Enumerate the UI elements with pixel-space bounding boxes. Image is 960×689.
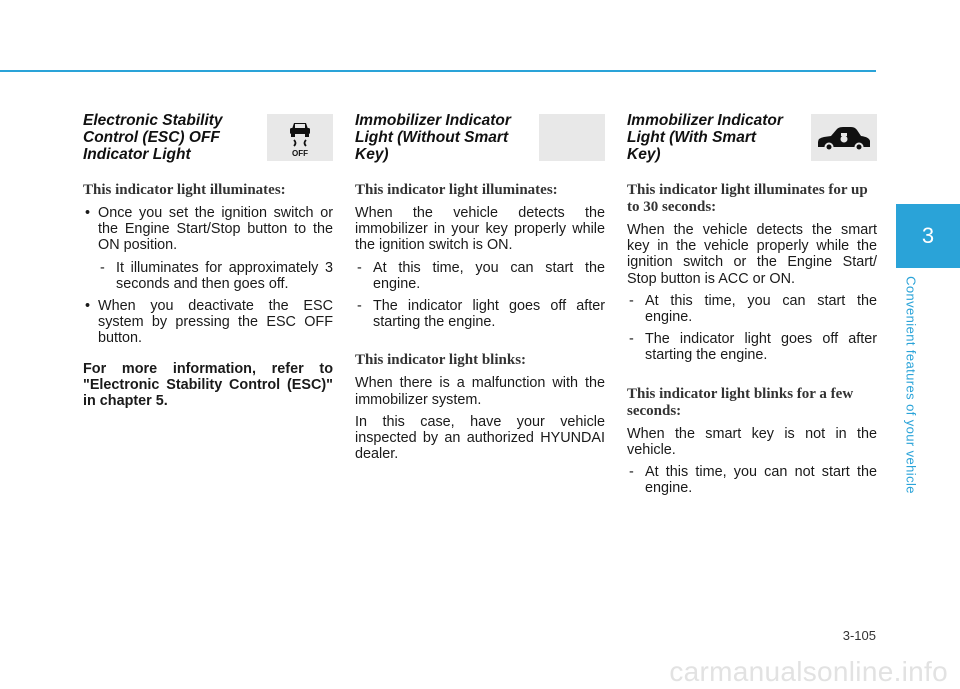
- subheading: This indicator light illuminates:: [83, 182, 286, 198]
- subheading: This indicator light blinks for a few seconds:: [627, 385, 854, 419]
- subheading: This indicator light illuminates for up to 30 seconds:: [627, 182, 868, 215]
- section-title: Electronic Stability Control (ESC) OFF Indicator Light: [83, 112, 223, 163]
- section-header: [627, 112, 877, 172]
- reference-note: For more information, refer to "Electronic Stability Control (ESC)" in chapter 5.: [83, 360, 333, 410]
- paragraph: When the smart key is not in the vehicle.: [627, 425, 877, 458]
- section-title: Immobilizer Indicator Light (Without Smart Key): [355, 112, 511, 163]
- chapter-number: 3: [921, 223, 935, 248]
- column-esc-off: [83, 112, 333, 409]
- list-item: • When you deactivate the ESC system by pressing the ESC OFF button.: [83, 298, 333, 347]
- column-immobilizer-no-smart-key: [355, 112, 605, 468]
- chapter-title: Convenient features of your vehicle: [903, 276, 919, 494]
- list-item: - At this time, you can start the engine.: [355, 260, 605, 292]
- esc-off-icon: [267, 114, 333, 161]
- immobilizer-icon: [539, 114, 605, 161]
- section-title: Immobilizer Indicator Light (With Smart Key): [627, 112, 783, 163]
- page-number: 3-105: [842, 628, 876, 643]
- list-item: - At this time, you can start the engine.: [627, 293, 877, 325]
- section-header: [355, 112, 605, 172]
- paragraph: When there is a malfunction with the immobilizer system.: [355, 375, 605, 408]
- list-item: - The indicator light goes off after starting the engine.: [355, 298, 605, 330]
- sub-list-item: - It illuminates for approximately 3 seconds and then goes off.: [98, 260, 333, 292]
- esc-off-icon-label: OFF: [292, 148, 308, 158]
- header-rule: [0, 70, 876, 72]
- list-item: - The indicator light goes off after starting the engine.: [627, 331, 877, 363]
- subheading: This indicator light illuminates:: [355, 182, 558, 198]
- chapter-title-vertical: [896, 270, 926, 500]
- paragraph: In this case, have your vehicle inspected by an authorized HYUNDAI dealer.: [355, 413, 605, 463]
- watermark-text: carmanualsonline.info: [669, 656, 948, 687]
- column-immobilizer-smart-key: [627, 112, 877, 502]
- paragraph: When the vehicle detects the smart key in the vehicle properly while the ignition switch or the Engine Start/ Stop button is ACC or ON.: [627, 222, 877, 287]
- section-header: [83, 112, 333, 172]
- list-item: - At this time, you can not start the engine.: [627, 464, 877, 496]
- watermark: [0, 655, 960, 689]
- chapter-tab: [896, 204, 960, 268]
- subheading: This indicator light blinks:: [355, 352, 527, 369]
- paragraph: When the vehicle detects the immobilizer in your key properly while the ignition switch is ON.: [355, 205, 605, 254]
- list-item: • Once you set the ignition switch or the Engine Start/Stop button to the ON position.: [83, 205, 333, 254]
- immobilizer-smart-key-icon: [811, 114, 877, 161]
